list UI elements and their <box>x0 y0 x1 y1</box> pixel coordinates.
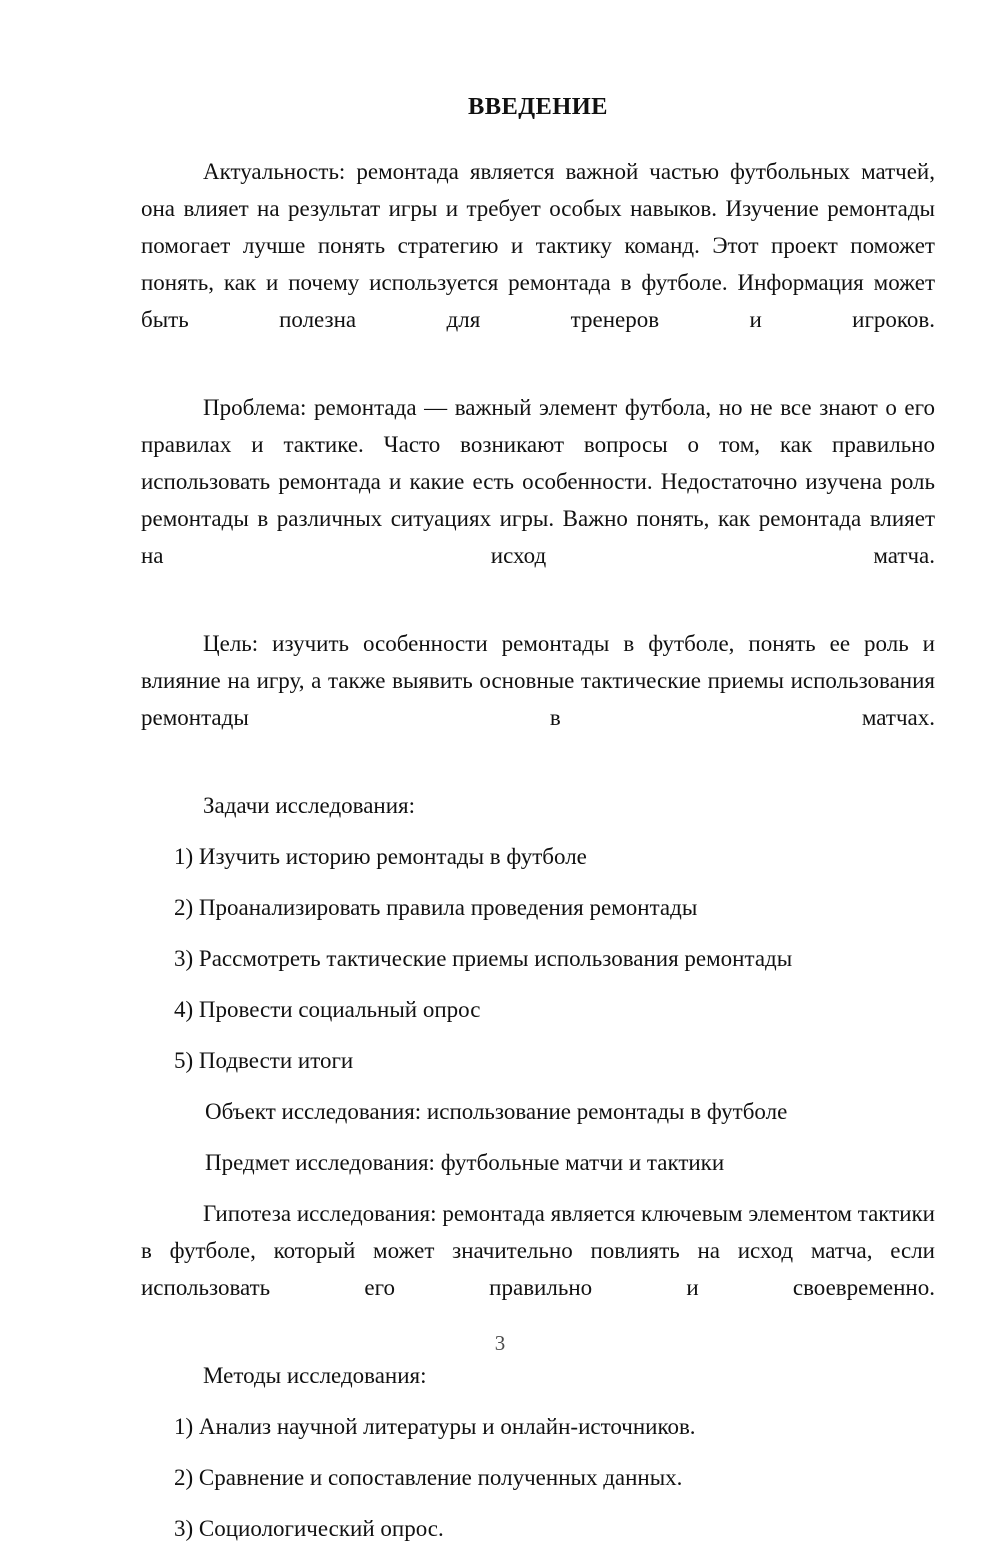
page-number: 3 <box>494 1331 506 1355</box>
paragraph-problem: Проблема: ремонтада — важный элемент футбола, но не все знают о его правилах и тактике. Часто возникают вопросы о том, как правильно использовать ремонтада и какие есть особенности. Недостаточно изучена роль ремонтады в различных ситуациях игры. Важно понять, как ремонтада влияет на исход матча. <box>141 395 935 568</box>
list-item: 1) Изучить историю ремонтады в футболе <box>174 844 587 869</box>
line-object-of-study: Объект исследования: использование ремонтады в футболе <box>205 1099 788 1124</box>
list-methods <box>141 1408 935 1547</box>
list-item: 5) Подвести итоги <box>174 1048 354 1073</box>
paragraph-relevance: Актуальность: ремонтада является важной частью футбольных матчей, она влияет на результат игры и требует особых навыков. Изучение ремонтады помогает лучше понять стратегию и тактику команд. Этот проект поможет понять, как и почему используется ремонтада в футболе. Информация может быть полезна для тренеров и игроков. <box>141 159 935 332</box>
heading-tasks: Задачи исследования: <box>203 793 416 818</box>
list-tasks <box>141 838 935 1079</box>
list-item: 1) Анализ научной литературы и онлайн-источников. <box>174 1414 696 1439</box>
paragraph-goal: Цель: изучить особенности ремонтады в футболе, понять ее роль и влияние на игру, а также выявить основные тактические приемы использования ремонтады в матчах. <box>141 631 935 730</box>
list-item: 2) Сравнение и сопоставление полученных данных. <box>174 1465 683 1490</box>
line-subject-of-study: Предмет исследования: футбольные матчи и тактики <box>205 1150 725 1175</box>
list-item: 4) Провести социальный опрос <box>174 997 481 1022</box>
paragraph-hypothesis: Гипотеза исследования: ремонтада является ключевым элементом тактики в футболе, который может значительно повлиять на исход матча, если использовать его правильно и своевременно. <box>141 1201 935 1300</box>
list-item: 2) Проанализировать правила проведения ремонтады <box>174 895 698 920</box>
list-item: 3) Рассмотреть тактические приемы использования ремонтады <box>174 946 793 971</box>
list-item: 3) Социологический опрос. <box>174 1516 444 1541</box>
page-title: ВВЕДЕНИЕ <box>468 93 608 120</box>
heading-methods: Методы исследования: <box>203 1363 427 1388</box>
